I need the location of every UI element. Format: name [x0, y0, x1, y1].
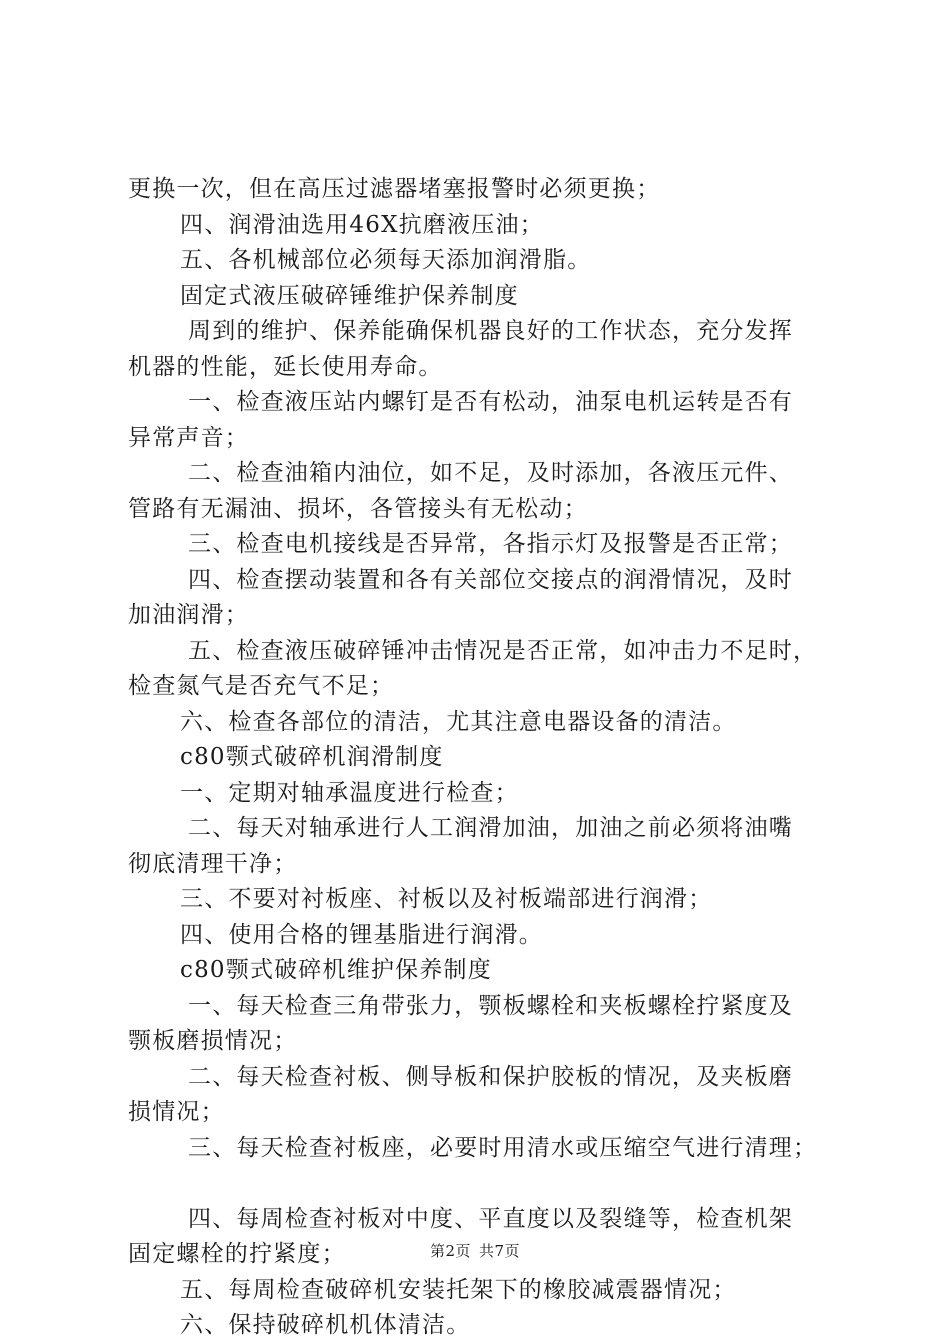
text-line: 六、检查各部位的清洁，尤其注意电器设备的清洁。 — [180, 708, 737, 735]
text-line: 检查氮气是否充气不足； — [128, 673, 395, 699]
text-line: 彻底清理干净； — [128, 850, 298, 877]
text-line: 三、每天检查衬板座，必要时用清水或压缩空气进行清理； — [188, 1134, 818, 1161]
text-line: 固定螺栓的拧紧度； — [128, 1241, 346, 1267]
text-line: 异常声音； — [128, 424, 249, 451]
text-line: 二、检查油箱内油位，如不足，及时添加，各液压元件、 — [188, 460, 793, 486]
text-line: 机器的性能，延长使用寿命。 — [128, 353, 443, 380]
document-body — [128, 172, 848, 1344]
blank-line — [128, 1166, 848, 1202]
text-line: 管路有无漏油、损坏，各管接头有无松动； — [128, 495, 588, 522]
page-number: 第2页 — [429, 1242, 471, 1260]
text-line: 六、保持破碎机机体清洁。 — [180, 1312, 471, 1338]
text-line: 四、润滑油选用46X抗磨液压油； — [180, 211, 544, 238]
section-heading: 固定式液压破碎锤维护保养制度 — [180, 282, 519, 309]
text-line: 加油润滑； — [128, 602, 249, 628]
section-heading: c80颚式破碎机润滑制度 — [180, 744, 444, 770]
text-line: 三、检查电机接线是否异常，各指示灯及报警是否正常； — [188, 531, 793, 557]
page-footer — [0, 1240, 950, 1261]
text-line: 二、每天检查衬板、侧导板和保护胶板的情况，及夹板磨 — [188, 1063, 793, 1090]
text-line: 一、检查液压站内螺钉是否有松动，油泵电机运转是否有 — [188, 389, 793, 415]
text-line: 四、每周检查衬板对中度、平直度以及裂缝等，检查机架 — [188, 1205, 793, 1232]
text-line: 损情况； — [128, 1099, 225, 1125]
text-line: 四、使用合格的锂基脂进行润滑。 — [180, 921, 543, 948]
text-line: 更换一次，但在高压过滤器堵塞报警时必须更换； — [128, 176, 661, 202]
page-total: 共7页 — [479, 1242, 521, 1260]
section-heading: c80颚式破碎机维护保养制度 — [180, 957, 492, 983]
text-line: 五、每周检查破碎机安装托架下的橡胶减震器情况； — [180, 1276, 737, 1303]
text-line: 一、定期对轴承温度进行检查； — [180, 779, 519, 806]
text-line: 二、每天对轴承进行人工润滑加油，加油之前必须将油嘴 — [188, 815, 793, 841]
text-line: 颚板磨损情况； — [128, 1028, 298, 1054]
text-line: 五、检查液压破碎锤冲击情况是否正常，如冲击力不足时， — [188, 637, 818, 664]
text-line: 周到的维护、保养能确保机器良好的工作状态，充分发挥 — [188, 318, 793, 344]
text-line: 五、各机械部位必须每天添加润滑脂。 — [180, 247, 592, 273]
text-line: 一、每天检查三角带张力，颚板螺栓和夹板螺栓拧紧度及 — [188, 992, 793, 1019]
text-line: 四、检查摆动装置和各有关部位交接点的润滑情况，及时 — [188, 566, 793, 593]
text-line: 三、不要对衬板座、衬板以及衬板端部进行润滑； — [180, 886, 713, 912]
